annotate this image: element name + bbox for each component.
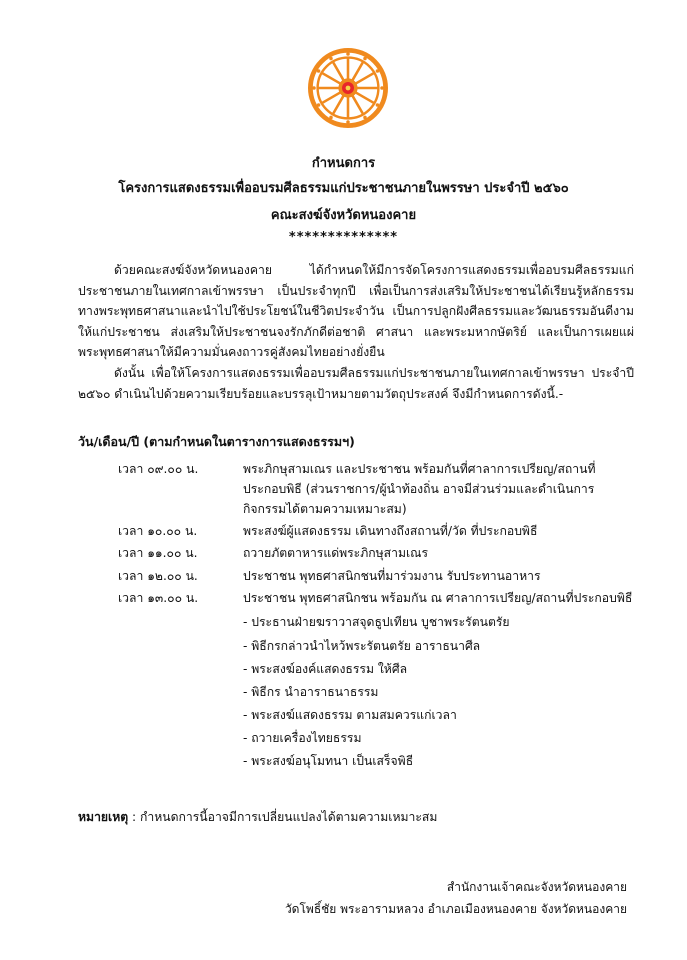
decorative-separator: ************** <box>288 230 399 245</box>
ceremony-step: - พระสงฆ์แสดงธรรม ตามสมควรแก่เวลา <box>243 708 457 722</box>
schedule-time: เวลา ๐๙.๐๐ น. <box>118 462 199 476</box>
ceremony-step: - ถวายเครื่องไทยธรรม <box>243 731 362 745</box>
wheel-spoke <box>353 96 363 113</box>
schedule-desc: พระสงฆ์ผู้แสดงธรรม เดินทางถึงสถานที่/วัด ที่ประกอบพิธี <box>243 524 538 538</box>
ceremony-step: - พระสงฆ์อนุโมทนา เป็นเสร็จพิธี <box>243 754 414 768</box>
ceremony-step: - ประธานฝ่ายฆราวาสจุดธูปเทียน บูชาพระรัตนตรัย <box>243 615 510 629</box>
organization-title: คณะสงฆ์จังหวัดหนองคาย <box>270 208 417 223</box>
wheel-rim-knob <box>363 57 367 61</box>
remark <box>78 808 437 827</box>
schedule-desc: พระภิกษุสามเณร และประชาชน พร้อมกันที่ศาลาการเปรียญ/สถานที่ประกอบพิธี (ส่วนราชการ/ผู้นำท้องถิ่น อาจมีส่วนร่วมและดำเนินการกิจกรรมได้ตามความเหมาะสม) <box>243 462 596 516</box>
schedule-heading: วัน/เดือน/ปี (ตามกำหนดในตารางการแสดงธรรมฯ) <box>78 434 355 449</box>
ceremony-step: - พิธีกรกล่าวนำไหว้พระรัตนตรัย อาราธนาศีล <box>243 639 481 653</box>
wheel-spoke <box>353 62 363 79</box>
issuer-office: สำนักงานเจ้าคณะจังหวัดหนองคาย <box>446 880 627 894</box>
wheel-rim-knob <box>329 116 333 120</box>
schedule-time: เวลา ๑๓.๐๐ น. <box>118 591 199 605</box>
doc-heading: กำหนดการ <box>311 156 376 171</box>
wheel-spoke <box>333 62 343 79</box>
wheel-rim-knob <box>380 86 384 90</box>
wheel-spoke <box>356 93 373 103</box>
wheel-rim-knob <box>376 69 380 73</box>
ceremony-step: - พระสงฆ์องค์แสดงธรรม ให้ศีล <box>243 662 408 676</box>
remark-label: หมายเหตุ <box>78 810 129 824</box>
schedule-desc: ประชาชน พุทธศาสนิกชนที่มาร่วมงาน รับประทานอาหาร <box>243 569 541 583</box>
wheel-rim-knob <box>317 103 321 107</box>
wheel-rim-knob <box>376 103 380 107</box>
schedule-time: เวลา ๑๒.๐๐ น. <box>118 569 198 583</box>
issuer-address: วัดโพธิ์ชัย พระอารามหลวง อำเภอเมืองหนองคาย จังหวัดหนองคาย <box>284 902 627 916</box>
ceremony-step: - พิธีกร นำอาราธนาธรรม <box>243 685 379 699</box>
remark-text: : กำหนดการนี้อาจมีการเปลี่ยนแปลงได้ตามความเหมาะสม <box>128 810 438 824</box>
wheel-rim-knob <box>312 86 316 90</box>
wheel-rim-knob <box>317 69 321 73</box>
wheel-spoke <box>322 73 339 83</box>
wheel-rim-knob <box>346 120 350 124</box>
project-title: โครงการแสดงธรรมเพื่ออบรมศีลธรรมแก่ประชาชนภายในพรรษา ประจำปี ๒๕๖๐ <box>118 181 569 196</box>
schedule-time: เวลา ๑๐.๐๐ น. <box>118 524 198 538</box>
wheel-spoke <box>333 96 343 113</box>
purpose-paragraph: ดังนั้น เพื่อให้โครงการแสดงธรรมเพื่ออบรมศีลธรรมแก่ประชาชนภายในเทศกาลเข้าพรรษา ประจำปี ๒๕๖๐ ดำเนินไปด้วยความเรียบร้อยและบรรลุเป้าหมายตามวัตถุประสงค์ จึงมีกำหนดการดังนี้.- <box>78 366 634 401</box>
intro-paragraph: ด้วยคณะสงฆ์จังหวัดหนองคาย ได้กำหนดให้มีการจัดโครงการแสดงธรรมเพื่ออบรมศีลธรรมแก่ประชาชนภายในเทศกาลเข้าพรรษา เป็นประจำทุกปี เพื่อเป็นการส่งเสริมให้ประชาชนได้เรียนรู้หลักธรรมทางพระพุทธศาสนาและนำไปใช้ประโยชน์ในชีวิตประจำวัน เป็นการปลูกฝังศีลธรรมและวัฒนธรรมอันดีงามให้แก่ประชาชน ส่งเสริมให้ประชาชนจงรักภักดีต่อชาติ ศาสนา และพระมหากษัตริย์ และเป็นการเผยแผ่พระพุทธศาสนาให้มีความมั่นคงถาวรคู่สังคมไทยอย่างยั่งยืน <box>78 263 634 359</box>
wheel-rim-knob <box>329 57 333 61</box>
schedule-time: เวลา ๑๑.๐๐ น. <box>118 546 198 560</box>
wheel-rim-knob <box>363 116 367 120</box>
schedule-desc: ถวายภัตตาหารแด่พระภิกษุสามเณร <box>243 546 429 560</box>
wheel-spoke <box>356 73 373 83</box>
wheel-spoke <box>322 93 339 103</box>
dharma-wheel-icon <box>308 48 388 128</box>
wheel-rim-knob <box>346 52 350 56</box>
schedule-desc: ประชาชน พุทธศาสนิกชน พร้อมกัน ณ ศาลาการเปรียญ/สถานที่ประกอบพิธี <box>243 591 633 605</box>
